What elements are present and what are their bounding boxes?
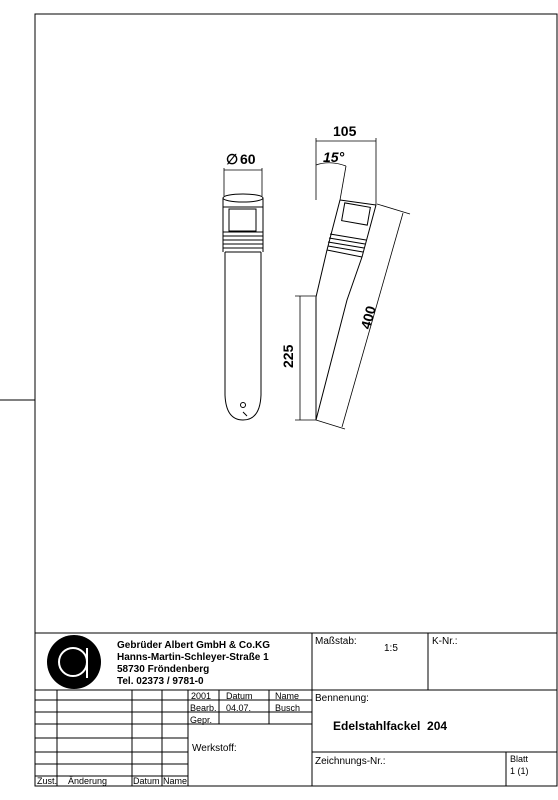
drawing-number-label: Zeichnungs-Nr.: — [315, 756, 386, 767]
order-number-label: K-Nr.: — [432, 636, 458, 647]
edited-date: 04.07. — [226, 703, 252, 713]
company-phone: Tel. 02373 / 9781-0 — [117, 676, 204, 687]
company-logo — [47, 635, 101, 689]
torch-front-view — [223, 194, 263, 420]
company-street: Hanns-Martin-Schleyer-Straße 1 — [117, 652, 269, 663]
name-header: Name — [275, 691, 300, 701]
checked-label: Gepr. — [190, 715, 213, 725]
year-cell: 2001 — [191, 691, 212, 701]
dim-height: 225 — [280, 344, 296, 368]
revision-change-header: Änderung — [68, 776, 108, 786]
sheet-label: Blatt — [510, 754, 529, 764]
sheet-value: 1 (1) — [510, 766, 529, 776]
edited-name: Busch — [275, 703, 301, 713]
dim-diameter-symbol: ∅ — [226, 151, 239, 167]
scale-value: 1:5 — [384, 643, 398, 654]
scale-label: Maßstab: — [315, 636, 357, 647]
date-header: Datum — [226, 691, 253, 701]
dimension-labels — [226, 123, 379, 368]
product-name: Edelstahlfackel 204 — [333, 719, 448, 733]
dim-width: 105 — [333, 123, 357, 139]
company-city: 58730 Fröndenberg — [117, 664, 210, 675]
edited-label: Bearb. — [190, 703, 217, 713]
revision-name-header: Name — [163, 776, 188, 786]
material-label: Werkstoff: — [192, 743, 237, 754]
revision-status-header: Zust. — [37, 776, 58, 786]
dimension-lines — [224, 138, 410, 429]
dim-angle: 15° — [323, 149, 345, 165]
name-label: Bennenung: — [315, 693, 369, 704]
revision-date-header: Datum — [133, 776, 160, 786]
dim-length: 400 — [357, 304, 379, 331]
dim-diameter: 60 — [240, 151, 256, 167]
company-name: Gebrüder Albert GmbH & Co.KG — [117, 640, 270, 651]
